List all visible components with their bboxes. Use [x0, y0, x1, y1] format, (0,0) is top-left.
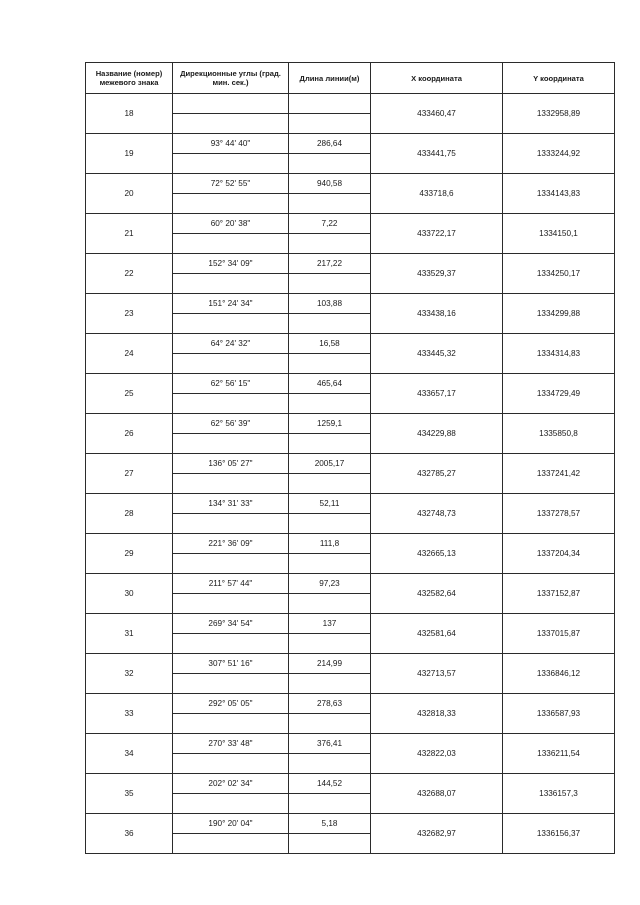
- empty-length-cell: [289, 674, 371, 694]
- point-y: 1336156,37: [503, 814, 615, 854]
- point-name: 36: [86, 814, 173, 854]
- table-row: [86, 494, 615, 514]
- segment-length: 286,64: [289, 134, 371, 154]
- point-y: 1337015,87: [503, 614, 615, 654]
- segment-angle: 211° 57' 44": [173, 574, 289, 594]
- point-name: 21: [86, 214, 173, 254]
- point-x: 432818,33: [371, 694, 503, 734]
- empty-angle-cell: [173, 674, 289, 694]
- segment-length: 940,58: [289, 174, 371, 194]
- point-name: 27: [86, 454, 173, 494]
- point-name: 23: [86, 294, 173, 334]
- segment-angle: 190° 20' 04": [173, 814, 289, 834]
- point-name: 33: [86, 694, 173, 734]
- empty-angle-cell: [173, 274, 289, 294]
- empty-angle-cell: [173, 194, 289, 214]
- empty-length-cell: [289, 434, 371, 454]
- table-row: [86, 414, 615, 434]
- segment-length: 97,23: [289, 574, 371, 594]
- segment-length: 217,22: [289, 254, 371, 274]
- point-x: 432785,27: [371, 454, 503, 494]
- segment-length: 52,11: [289, 494, 371, 514]
- empty-length-cell: [289, 834, 371, 854]
- table-row: [86, 614, 615, 634]
- point-y: 1334250,17: [503, 254, 615, 294]
- header-name: Название (номер) межевого знака: [86, 63, 173, 94]
- point-name: 20: [86, 174, 173, 214]
- segment-angle: 292° 05' 05": [173, 694, 289, 714]
- empty-angle-cell: [173, 354, 289, 374]
- empty-angle-cell: [173, 634, 289, 654]
- segment-length: 214,99: [289, 654, 371, 674]
- table-row: [86, 774, 615, 794]
- point-y: 1336846,12: [503, 654, 615, 694]
- header-length: Длина линии(м): [289, 63, 371, 94]
- empty-angle-cell: [173, 554, 289, 574]
- point-x: 434229,88: [371, 414, 503, 454]
- empty-angle-cell: [173, 434, 289, 454]
- table-body: [86, 94, 615, 854]
- segment-length: 465,64: [289, 374, 371, 394]
- segment-length: 111,8: [289, 534, 371, 554]
- empty-length-cell: [289, 234, 371, 254]
- header-x: X координата: [371, 63, 503, 94]
- point-x: 432581,64: [371, 614, 503, 654]
- segment-angle: 202° 02' 34": [173, 774, 289, 794]
- empty-length-cell: [289, 94, 371, 114]
- table-row: [86, 734, 615, 754]
- point-name: 22: [86, 254, 173, 294]
- point-x: 432688,07: [371, 774, 503, 814]
- point-x: 432682,97: [371, 814, 503, 854]
- empty-angle-cell: [173, 594, 289, 614]
- empty-length-cell: [289, 314, 371, 334]
- table-row: [86, 334, 615, 354]
- empty-angle-cell: [173, 314, 289, 334]
- segment-angle: 221° 36' 09": [173, 534, 289, 554]
- point-y: 1336587,93: [503, 694, 615, 734]
- point-x: 432582,64: [371, 574, 503, 614]
- table-row: [86, 214, 615, 234]
- boundary-coordinates-table: [85, 62, 615, 854]
- point-name: 31: [86, 614, 173, 654]
- point-y: 1336211,54: [503, 734, 615, 774]
- empty-length-cell: [289, 794, 371, 814]
- segment-length: 103,88: [289, 294, 371, 314]
- empty-angle-cell: [173, 794, 289, 814]
- empty-length-cell: [289, 754, 371, 774]
- table-row: [86, 694, 615, 714]
- point-y: 1335850,8: [503, 414, 615, 454]
- table-row: [86, 814, 615, 834]
- point-x: 432748,73: [371, 494, 503, 534]
- point-x: 432665,13: [371, 534, 503, 574]
- empty-length-cell: [289, 514, 371, 534]
- empty-angle-cell: [173, 474, 289, 494]
- segment-angle: 62° 56' 15": [173, 374, 289, 394]
- empty-angle-cell: [173, 514, 289, 534]
- empty-length-cell: [289, 354, 371, 374]
- segment-angle: 64° 24' 32": [173, 334, 289, 354]
- table-row: [86, 374, 615, 394]
- empty-length-cell: [289, 554, 371, 574]
- segment-length: 5,18: [289, 814, 371, 834]
- table-row: [86, 654, 615, 674]
- empty-angle-cell: [173, 714, 289, 734]
- point-name: 26: [86, 414, 173, 454]
- header-angles: Дирекционные углы (град. мин. сек.): [173, 63, 289, 94]
- point-y: 1334314,83: [503, 334, 615, 374]
- empty-length-cell: [289, 154, 371, 174]
- point-y: 1337241,42: [503, 454, 615, 494]
- table-row: [86, 574, 615, 594]
- point-name: 30: [86, 574, 173, 614]
- table-row: [86, 454, 615, 474]
- point-x: 433718,6: [371, 174, 503, 214]
- table-row: [86, 534, 615, 554]
- point-name: 35: [86, 774, 173, 814]
- point-x: 433438,16: [371, 294, 503, 334]
- point-y: 1334150,1: [503, 214, 615, 254]
- segment-length: 278,63: [289, 694, 371, 714]
- segment-angle: 151° 24' 34": [173, 294, 289, 314]
- segment-angle: 62° 56' 39": [173, 414, 289, 434]
- point-y: 1334299,88: [503, 294, 615, 334]
- segment-length: 7,22: [289, 214, 371, 234]
- segment-length: 137: [289, 614, 371, 634]
- segment-angle: 136° 05' 27": [173, 454, 289, 474]
- segment-angle: 93° 44' 40": [173, 134, 289, 154]
- point-name: 19: [86, 134, 173, 174]
- point-x: 433529,37: [371, 254, 503, 294]
- point-name: 28: [86, 494, 173, 534]
- segment-angle: 60° 20' 38": [173, 214, 289, 234]
- empty-angle-cell: [173, 94, 289, 114]
- point-y: 1332958,89: [503, 94, 615, 134]
- table-row: [86, 294, 615, 314]
- point-x: 432822,03: [371, 734, 503, 774]
- empty-length-cell: [289, 714, 371, 734]
- table-row: [86, 174, 615, 194]
- empty-length-cell: [289, 634, 371, 654]
- empty-angle-cell: [173, 114, 289, 134]
- table-row: [86, 254, 615, 274]
- point-y: 1337152,87: [503, 574, 615, 614]
- empty-angle-cell: [173, 234, 289, 254]
- segment-length: 16,58: [289, 334, 371, 354]
- table-header-row: [86, 63, 615, 94]
- point-y: 1334729,49: [503, 374, 615, 414]
- empty-length-cell: [289, 594, 371, 614]
- point-x: 433441,75: [371, 134, 503, 174]
- table-row: [86, 134, 615, 154]
- empty-length-cell: [289, 474, 371, 494]
- point-y: 1333244,92: [503, 134, 615, 174]
- segment-length: 144,52: [289, 774, 371, 794]
- segment-angle: 270° 33' 48": [173, 734, 289, 754]
- segment-angle: 307° 51' 16": [173, 654, 289, 674]
- coordinates-sheet: [85, 62, 614, 854]
- empty-angle-cell: [173, 754, 289, 774]
- segment-length: 376,41: [289, 734, 371, 754]
- empty-angle-cell: [173, 834, 289, 854]
- point-x: 433460,47: [371, 94, 503, 134]
- point-name: 32: [86, 654, 173, 694]
- point-name: 29: [86, 534, 173, 574]
- point-name: 34: [86, 734, 173, 774]
- segment-angle: 269° 34' 54": [173, 614, 289, 634]
- segment-angle: 134° 31' 33": [173, 494, 289, 514]
- point-y: 1337278,57: [503, 494, 615, 534]
- point-x: 432713,57: [371, 654, 503, 694]
- header-y: Y координата: [503, 63, 615, 94]
- segment-angle: 72° 52' 55": [173, 174, 289, 194]
- table-row: [86, 94, 615, 114]
- segment-length: 2005,17: [289, 454, 371, 474]
- point-y: 1334143,83: [503, 174, 615, 214]
- empty-angle-cell: [173, 394, 289, 414]
- segment-length: 1259,1: [289, 414, 371, 434]
- empty-length-cell: [289, 394, 371, 414]
- empty-angle-cell: [173, 154, 289, 174]
- point-name: 25: [86, 374, 173, 414]
- empty-length-cell: [289, 114, 371, 134]
- empty-length-cell: [289, 194, 371, 214]
- empty-length-cell: [289, 274, 371, 294]
- point-y: 1337204,34: [503, 534, 615, 574]
- point-name: 18: [86, 94, 173, 134]
- point-x: 433722,17: [371, 214, 503, 254]
- segment-angle: 152° 34' 09": [173, 254, 289, 274]
- point-y: 1336157,3: [503, 774, 615, 814]
- point-name: 24: [86, 334, 173, 374]
- point-x: 433445,32: [371, 334, 503, 374]
- point-x: 433657,17: [371, 374, 503, 414]
